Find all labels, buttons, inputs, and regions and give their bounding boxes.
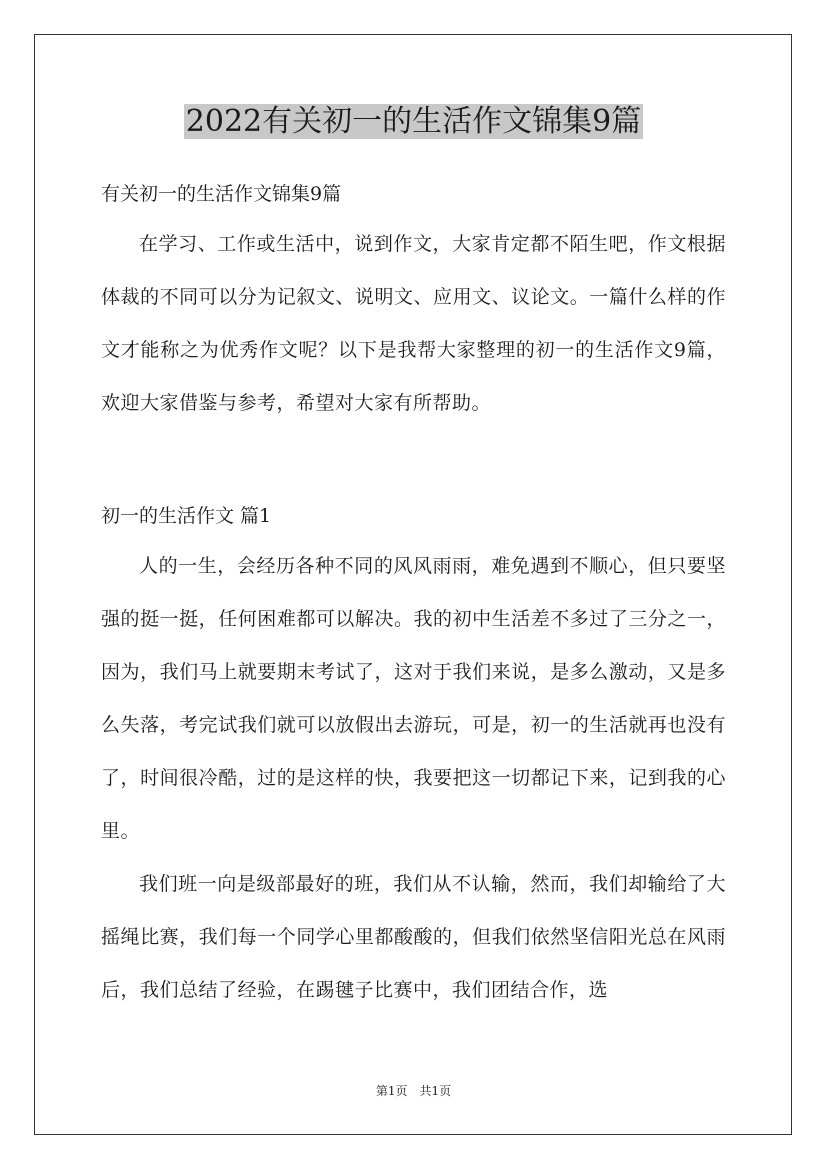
page-number-footer: 第1页 共1页 bbox=[375, 1084, 452, 1098]
intro-paragraph: 在学习、工作或生活中，说到作文，大家肯定都不陌生吧，作文根据体裁的不同可以分为记叙文、说明文、应用文、议论文。一篇什么样的作文才能称之为优秀作文呢？以下是我帮大家整理的初一的生活作文9篇，欢迎大家借鉴与参考，希望对大家有所帮助。 bbox=[101, 233, 726, 414]
document-subtitle: 有关初一的生活作文锦集9篇 bbox=[101, 183, 342, 205]
body-paragraph-1: 人的一生，会经历各种不同的风风雨雨，难免遇到不顺心，但只要坚强的挺一挺，任何困难都可以解决。我的初中生活差不多过了三分之一，因为，我们马上就要期末考试了，这对于我们来说，是多么激动，又是多么失落，考完试我们就可以放假出去游玩，可是，初一的生活就再也没有了，时间很冷酷，过的是这样的快，我要把这一切都记下来，记到我的心里。 bbox=[101, 555, 726, 842]
document-title bbox=[0, 100, 827, 144]
body-paragraph-2: 我们班一向是级部最好的班，我们从不认输，然而，我们却输给了大摇绳比赛，我们每一个同学心里都酸酸的，但我们依然坚信阳光总在风雨后，我们总结了经验，在踢毽子比赛中，我们团结合作，选 bbox=[101, 873, 726, 1001]
section-gap bbox=[101, 430, 726, 492]
document-title-text: 2022有关初一的生活作文锦集9篇 bbox=[185, 104, 642, 139]
document-body bbox=[101, 170, 726, 1017]
section-heading: 初一的生活作文 篇1 bbox=[101, 505, 272, 527]
